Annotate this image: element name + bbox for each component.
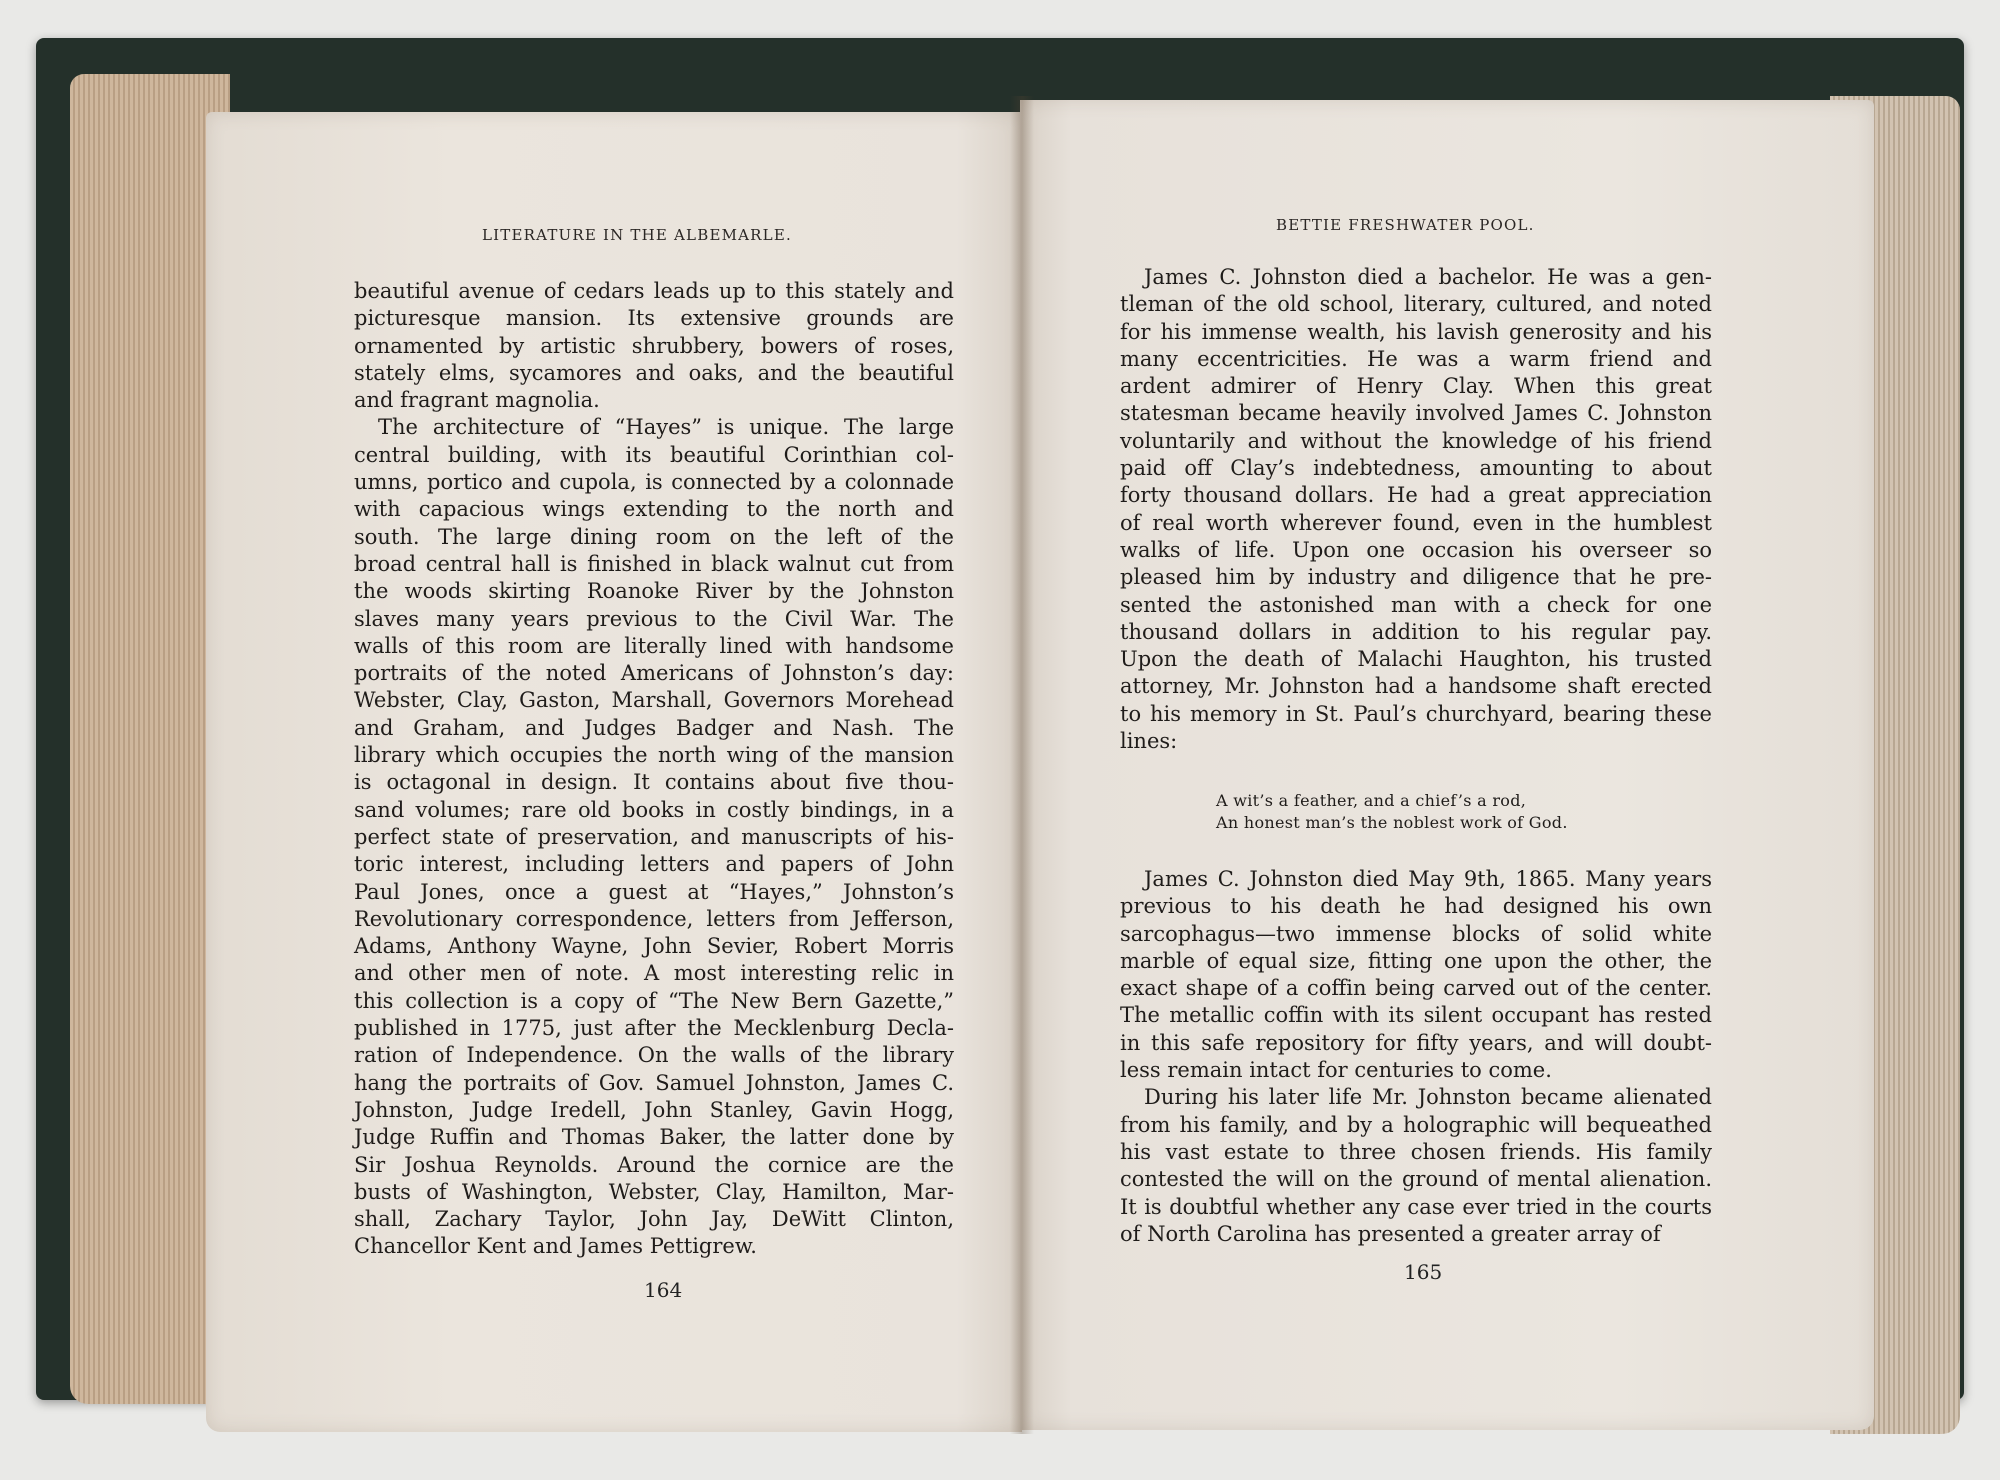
right-page-body-top	[1120, 264, 1712, 755]
text-line: the woods skirting Roanoke River by the Johnston	[354, 579, 954, 604]
text-line: perfect state of preservation, and manuscripts of his-	[354, 824, 954, 849]
text-line: broad central hall is finished in black walnut cut from	[354, 551, 954, 576]
text-line: ration of Independence. On the walls of the library	[354, 1043, 954, 1068]
text-line: central building, with its beautiful Corinthian col-	[354, 442, 954, 467]
text-line: less remain intact for centuries to come.	[1120, 1058, 1552, 1083]
text-line: and Graham, and Judges Badger and Nash. The	[354, 715, 954, 740]
text-line: previous to his death he had designed his own	[1120, 894, 1712, 919]
text-line: Revolutionary correspondence, letters from Jefferson,	[354, 906, 954, 931]
right-page-body-bottom	[1120, 866, 1712, 1248]
text-line: from his family, and by a holographic will bequeathed	[1120, 1112, 1712, 1137]
text-line: It is doubtful whether any case ever tried in the courts	[1120, 1194, 1712, 1219]
text-line: shall, Zachary Taylor, John Jay, DeWitt Clinton,	[354, 1207, 954, 1232]
left-page-body	[354, 278, 954, 1261]
text-line: in this safe repository for fifty years, and will doubt-	[1120, 1030, 1712, 1055]
text-line: forty thousand dollars. He had a great appreciation	[1120, 483, 1712, 508]
text-line: umns, portico and cupola, is connected by a colonnade	[354, 470, 954, 495]
text-line: Upon the death of Malachi Haughton, his trusted	[1120, 647, 1712, 672]
text-line: pleased him by industry and diligence that he pre-	[1120, 565, 1712, 590]
text-line: his vast estate to three chosen friends. His family	[1120, 1139, 1712, 1164]
text-line: sarcophagus—two immense blocks of solid white	[1120, 921, 1712, 946]
text-line: Johnston, Judge Iredell, John Stanley, Gavin Hogg,	[354, 1097, 954, 1122]
text-line: ornamented by artistic shrubbery, bowers of roses,	[354, 333, 954, 358]
text-line: James C. Johnston died a bachelor. He was a gen-	[1144, 265, 1712, 289]
text-line: James C. Johnston died May 9th, 1865. Many years	[1144, 867, 1712, 891]
text-line: attorney, Mr. Johnston had a handsome shaft erected	[1120, 674, 1712, 699]
text-line: thousand dollars in addition to his regular pay.	[1120, 619, 1712, 644]
text-line: portraits of the noted Americans of Johnston’s day:	[354, 661, 954, 686]
left-running-head: LITERATURE IN THE ALBEMARLE.	[482, 226, 792, 244]
text-line: walks of life. Upon one occasion his overseer so	[1120, 537, 1712, 562]
text-line: library which occupies the north wing of the mansion	[354, 743, 954, 768]
right-page-number: 165	[1404, 1260, 1443, 1284]
text-line: Adams, Anthony Wayne, John Sevier, Robert Morris	[354, 934, 954, 959]
text-line: Chancellor Kent and James Pettigrew.	[354, 1234, 757, 1259]
text-line: walls of this room are literally lined with handsome	[354, 633, 954, 658]
text-line: voluntarily and without the knowledge of his friend	[1120, 428, 1712, 453]
text-line: south. The large dining room on the left of the	[354, 524, 954, 549]
text-line: exact shape of a coffin being carved out of the center.	[1120, 976, 1712, 1001]
text-line: and fragrant magnolia.	[354, 388, 600, 413]
text-line: to his memory in St. Paul’s churchyard, bearing these	[1120, 701, 1712, 726]
text-line: statesman became heavily involved James C. Johnston	[1120, 401, 1712, 426]
text-line: tleman of the old school, literary, cultured, and noted	[1120, 292, 1712, 317]
text-line: contested the will on the ground of mental alienation.	[1120, 1167, 1712, 1192]
text-line: many eccentricities. He was a warm friend and	[1120, 346, 1712, 371]
text-line: beautiful avenue of cedars leads up to this stately and	[354, 279, 954, 303]
text-line: and other men of note. A most interesting relic in	[354, 961, 954, 986]
text-line: Paul Jones, once a guest at “Hayes,” Johnston’s	[354, 879, 954, 904]
text-line: The metallic coffin with its silent occupant has rested	[1120, 1003, 1712, 1028]
text-line: busts of Washington, Webster, Clay, Hamilton, Mar-	[354, 1179, 954, 1204]
text-line: During his later life Mr. Johnston became alienated	[1144, 1085, 1712, 1110]
text-line: ardent admirer of Henry Clay. When this great	[1120, 374, 1712, 399]
right-page	[1020, 100, 1874, 1430]
verse-line: An honest man’s the noblest work of God.	[1216, 813, 1568, 832]
text-line: Sir Joshua Reynolds. Around the cornice are the	[354, 1152, 954, 1177]
text-line: for his immense wealth, his lavish generosity and his	[1120, 319, 1712, 344]
text-line: of real worth wherever found, even in the humblest	[1120, 510, 1712, 535]
text-line: is octagonal in design. It contains about five thou-	[354, 770, 954, 795]
text-line: sand volumes; rare old books in costly bindings, in a	[354, 797, 954, 822]
text-line: marble of equal size, fitting one upon the other, the	[1120, 948, 1712, 973]
right-running-head: BETTIE FRESHWATER POOL.	[1276, 216, 1535, 234]
text-line: slaves many years previous to the Civil War. The	[354, 606, 954, 631]
text-line: Webster, Clay, Gaston, Marshall, Governors Morehead	[354, 688, 954, 713]
text-line: with capacious wings extending to the north and	[354, 497, 954, 522]
text-line: sented the astonished man with a check for one	[1120, 592, 1712, 617]
left-page-number: 164	[644, 1278, 683, 1302]
text-line: Judge Ruffin and Thomas Baker, the latter done by	[354, 1125, 954, 1150]
text-line: lines:	[1120, 729, 1178, 754]
text-line: paid off Clay’s indebtedness, amounting to about	[1120, 456, 1712, 481]
text-line: picturesque mansion. Its extensive grounds are	[354, 306, 954, 331]
book-gutter	[1010, 96, 1034, 1434]
verse-line: A wit’s a feather, and a chief’s a rod,	[1216, 791, 1527, 810]
text-line: of North Carolina has presented a greater array of	[1120, 1221, 1661, 1246]
text-line: this collection is a copy of “The New Bern Gazette,”	[354, 988, 954, 1013]
left-page	[206, 112, 1022, 1432]
text-line: hang the portraits of Gov. Samuel Johnston, James C.	[354, 1070, 954, 1095]
verse-quotation	[1216, 790, 1568, 834]
text-line: stately elms, sycamores and oaks, and the beautiful	[354, 360, 954, 385]
text-line: toric interest, including letters and papers of John	[354, 852, 954, 877]
text-line: published in 1775, just after the Mecklenburg Decla-	[354, 1016, 954, 1041]
text-line: The architecture of “Hayes” is unique. The large	[378, 415, 954, 440]
